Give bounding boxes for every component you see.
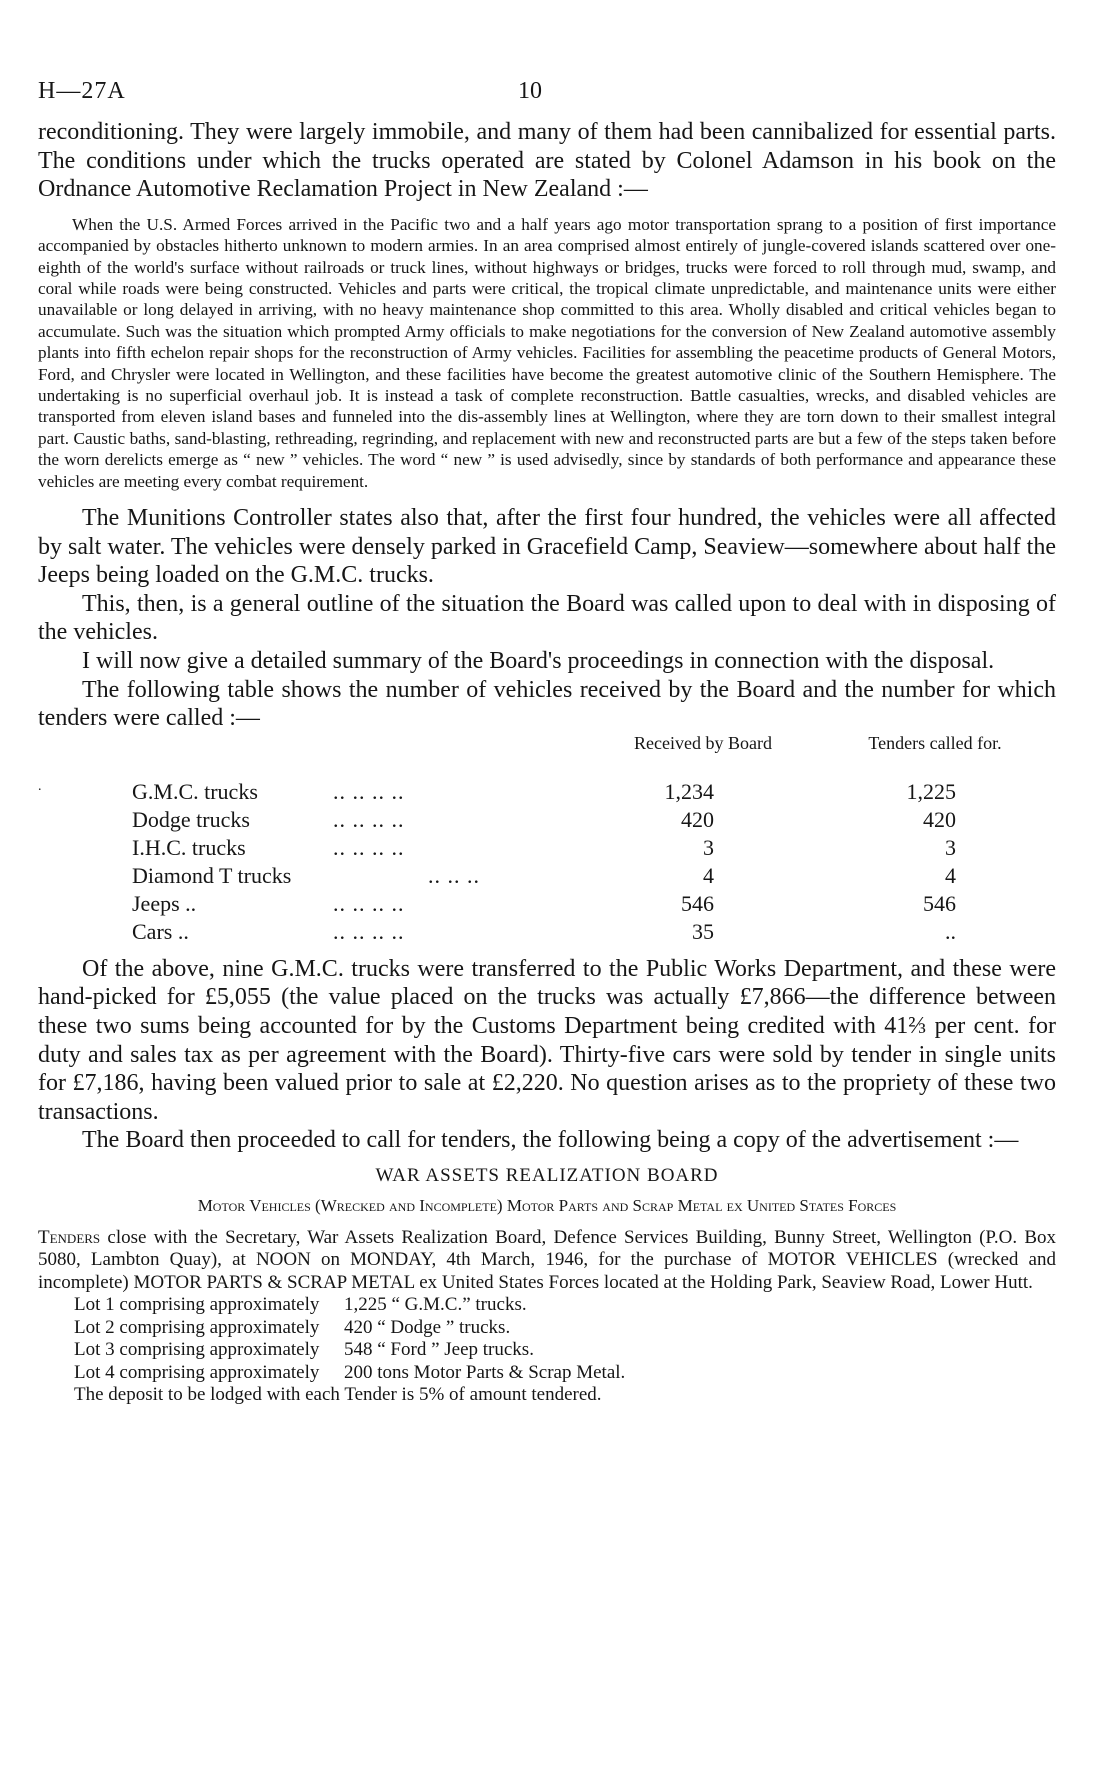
tenders-count: ..: [945, 918, 956, 944]
tenders-count: 1,225: [906, 778, 956, 804]
lot-quantity: 200 tons Motor Parts & Scrap Metal.: [344, 1361, 626, 1383]
paragraph-detailed-summary: I will now give a detailed summary of the Board's proceedings in connection with the disposal.: [82, 648, 995, 675]
tenders-count: 546: [923, 890, 956, 916]
leader-dots: .. .. .. ..: [333, 890, 405, 916]
lot-name: Lot 2 comprising approximately: [74, 1316, 320, 1338]
received-count: 4: [703, 862, 714, 888]
table-row: [38, 891, 1056, 919]
leader-dots: .. .. .. ..: [333, 778, 405, 804]
list-item: [38, 1339, 1056, 1362]
table-row: [38, 863, 1056, 891]
paragraph-table-intro: The following table shows the number of vehicles received by the Board and the number for which tenders were called :—: [38, 676, 1056, 732]
vehicle-type: Diamond T trucks: [132, 862, 292, 888]
lots-list: [38, 1294, 1056, 1384]
lot-name: Lot 3 comprising approximately: [74, 1339, 320, 1361]
received-count: 3: [703, 834, 714, 860]
paragraph-advertisement-intro: The Board then proceeded to call for tenders, the following being a copy of the advertisement :—: [82, 1127, 1019, 1154]
table-row: [38, 779, 1056, 807]
lot-quantity: 420 “ Dodge ” trucks.: [344, 1316, 511, 1338]
leader-dots: .. .. .. ..: [333, 918, 405, 944]
advertisement-subtitle: Motor Vehicles (Wrecked and Incomplete) Motor Parts and Scrap Metal ex United States Forces: [197, 1195, 897, 1215]
leader-dots: .. .. .. ..: [333, 806, 405, 832]
list-item: [38, 1294, 1056, 1317]
table-row: [38, 919, 1056, 947]
page-number: 10: [518, 78, 542, 104]
table-row: [38, 835, 1056, 863]
advertisement-lead-word: Tenders: [38, 1226, 101, 1248]
vehicle-type: Jeeps ..: [132, 890, 197, 916]
leader-dots: .. .. .. ..: [333, 834, 405, 860]
received-count: 1,234: [664, 778, 714, 804]
tenders-count: 420: [923, 806, 956, 832]
page-header: [38, 78, 1056, 118]
received-count: 35: [692, 918, 714, 944]
document-reference: H—27A: [38, 78, 126, 104]
advertisement-body: [38, 1227, 1056, 1295]
lot-name: Lot 1 comprising approximately: [74, 1294, 320, 1316]
column-header-tenders: Tenders called for.: [868, 732, 1002, 753]
advertisement-title: WAR ASSETS REALIZATION BOARD: [375, 1164, 719, 1186]
leader-dots: .. .. ..: [428, 862, 480, 888]
list-item: [38, 1362, 1056, 1385]
table-row: [38, 807, 1056, 835]
column-header-received: Received by Board: [634, 732, 772, 753]
lot-name: Lot 4 comprising approximately: [74, 1361, 320, 1383]
paragraph-munitions-controller: The Munitions Controller states also that, after the first four hundred, the vehicles were all affected by salt water. The vehicles were densely parked in Gracefield Camp, Seaview—somewhere about half the Jeeps being loaded on the G.M.C. trucks.: [38, 505, 1056, 589]
lot-quantity: 1,225 “ G.M.C.” trucks.: [344, 1294, 527, 1316]
paragraph-general-outline: This, then, is a general outline of the situation the Board was called upon to deal with in disposing of the vehicles.: [38, 590, 1056, 646]
advertisement-text: close with the Secretary, War Assets Realization Board, Defence Services Building, Bunny Street, Wellington (P.O. Box 5080, Lambton Quay), at NOON on MONDAY, 4th March, 1946, for the purchase of MOTOR VEHICLES (wrecked and incomplete) MOTOR PARTS & SCRAP METAL ex United States Forces located at the Holding Park, Seaview Road, Lower Hutt.: [38, 1226, 1056, 1293]
vehicle-type: I.H.C. trucks: [132, 834, 246, 860]
paragraph-transfers: Of the above, nine G.M.C. trucks were transferred to the Public Works Department, and these were hand-picked for £5,055 (the value placed on the trucks was actually £7,866—the difference between these two sums being accounted for by the Customs Department being credited with 41⅔ per cent. for duty and sales tax as per agreement with the Board). Thirty-five cars were sold by tender in single units for £7,186, having been valued prior to sale at £2,220. No question arises as to the propriety of these two transactions.: [38, 955, 1056, 1125]
vehicle-type: G.M.C. trucks: [132, 778, 258, 804]
vehicles-table: [38, 733, 1056, 955]
adamson-quotation: When the U.S. Armed Forces arrived in the Pacific two and a half years ago motor transportation sprang to a position of first importance accompanied by obstacles hitherto unknown to modern armies. In an area comprised almost entirely of jungle-covered islands scattered over one-eighth of the world's surface without railroads or truck lines, without highways or bridges, trucks were forced to roll through mud, swamp, and coral while roads were being constructed. Vehicles and parts were critical, the tropical climate unpredictable, and maintenance units were either unavailable or long delayed in arriving, with no heavy maintenance shop committed to this area. Wholly disabled and critical vehicles began to accumulate. Such was the situation which prompted Army officials to make negotiations for the conversion of New Zealand automotive assembly plants into fifth echelon repair shops for the reconstruction of Army vehicles. Facilities for assembling the peacetime products of General Motors, Ford, and Chrysler were located in Wellington, and these facilities have become the greatest automotive clinic of the Southern Hemisphere. The undertaking is no superficial overhaul job. It is instead a task of complete reconstruction. Battle casualties, wrecks, and disabled vehicles are transported from eleven island bases and funneled into the dis-assembly lines at Wellington, where they are torn down to their smallest integral part. Caustic baths, sand-blasting, rethreading, regrinding, and replacement with new and reconstructed parts are but a few of the steps taken before the worn derelicts emerge as “ new ” vehicles. The word “ new ” is used advisedly, since by standards of both performance and appearance these vehicles are meeting every combat requirement.: [38, 214, 1056, 491]
vehicle-type: Cars ..: [132, 918, 189, 944]
received-count: 420: [681, 806, 714, 832]
deposit-note: The deposit to be lodged with each Tender is 5% of amount tendered.: [74, 1384, 602, 1406]
received-count: 546: [681, 890, 714, 916]
table-margin-mark: .: [38, 778, 42, 794]
tenders-count: 3: [945, 834, 956, 860]
lot-quantity: 548 “ Ford ” Jeep trucks.: [344, 1339, 534, 1361]
vehicle-type: Dodge trucks: [132, 806, 250, 832]
paragraph-reconditioning: reconditioning. They were largely immobile, and many of them had been cannibalized for essential parts. The conditions under which the trucks operated are stated by Colonel Adamson in his book on the Ordnance Automotive Reclamation Project in New Zealand :—: [38, 119, 1056, 203]
tenders-count: 4: [945, 862, 956, 888]
list-item: [38, 1317, 1056, 1340]
